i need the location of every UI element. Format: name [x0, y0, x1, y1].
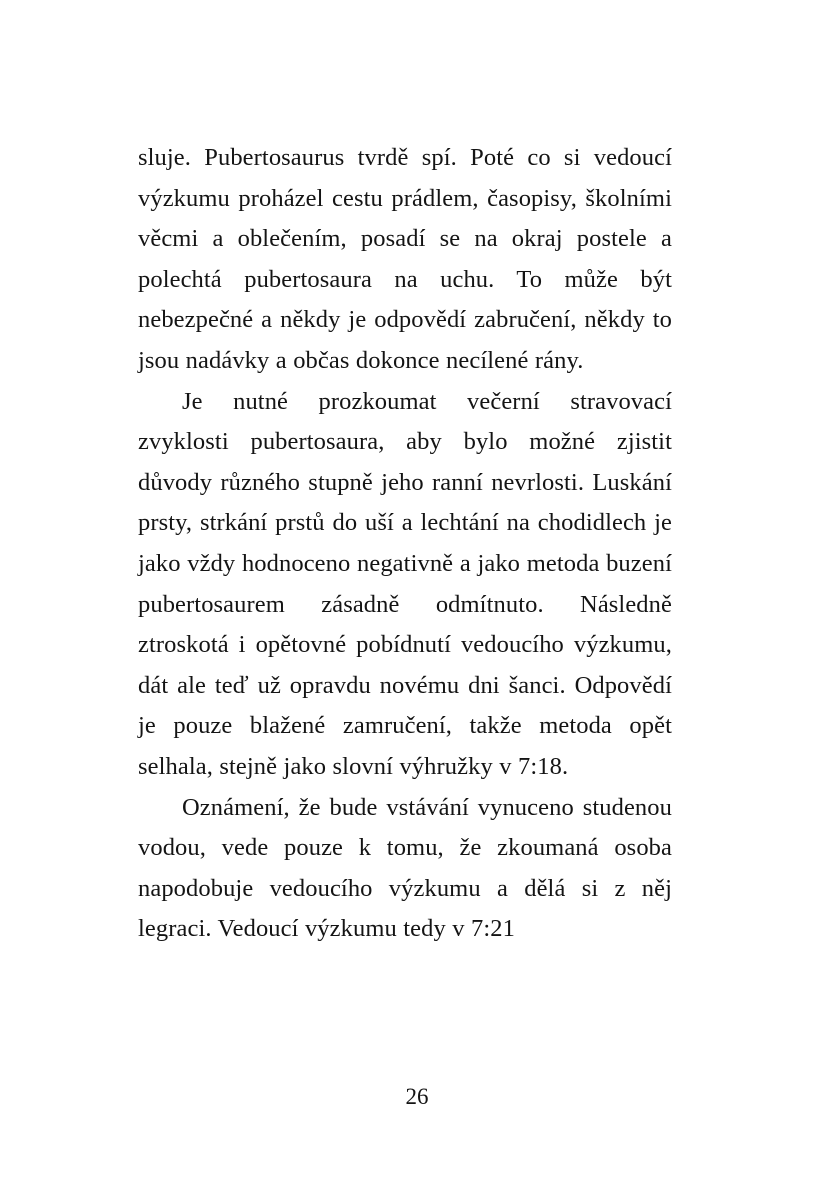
- page-number: 26: [405, 1084, 429, 1109]
- paragraph-2: Je nutné prozkoumat večerní stravovací zvyklosti pubertosaura, aby bylo možné zjistit důvody různého stupně jeho ranní nevrlosti. Luskání prsty, strkání prstů do uší a lechtání na chodidlech je jako vždy hodnoceno negativně a jako metoda buzení pubertosaurem zásadně odmítnuto. Následně ztroskotá i opětovné pobídnutí vedoucího výzkumu, dát ale teď už opravdu novému dni šanci. Odpovědí je pouze blažené zamručení, takže metoda opět selhala, stejně jako slovní výhružky v 7:18.: [138, 387, 672, 780]
- paragraph-3: Oznámení, že bude vstávání vynuceno studenou vodou, vede pouze k tomu, že zkoumaná osoba napodobuje vedoucího výzkumu a dělá si z něj legraci. Vedoucí výzkumu tedy v 7:21: [138, 793, 672, 943]
- page-text-block: [138, 138, 672, 950]
- paragraph-1: sluje. Pubertosaurus tvrdě spí. Poté co si vedoucí výzkumu proházel cestu prádlem, časopisy, školními věcmi a oblečením, posadí se na okraj postele a polechtá pubertosaura na uchu. To může být nebezpečné a někdy je odpovědí zabručení, někdy to jsou nadávky a občas dokonce necílené rány.: [138, 144, 672, 374]
